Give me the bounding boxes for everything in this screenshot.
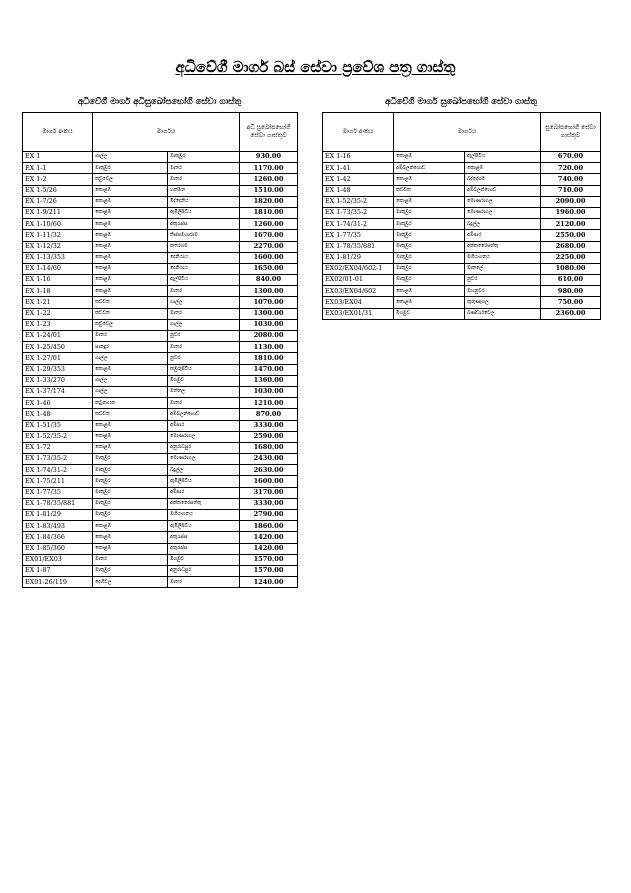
table-row xyxy=(23,565,298,576)
fare-header: සුඛෝපභෝගී සේවා ගාස්තුව xyxy=(541,113,601,152)
route-code-cell: EX 1-52/35-2 xyxy=(323,196,394,207)
origin-cell: කඩවත xyxy=(93,308,168,319)
route-code-cell: EX 1-74/31-2 xyxy=(23,465,93,476)
origin-cell: කඩුවෙල xyxy=(93,319,168,330)
origin-cell: මාකුඹුර xyxy=(93,487,168,498)
destination-cell: මොණරාගල xyxy=(465,196,541,207)
route-code-cell: EX 1-83/493 xyxy=(23,521,93,532)
route-code-cell: EX 1-42 xyxy=(323,174,394,185)
destination-cell: මාතර xyxy=(168,577,240,588)
route-code-cell: EX 1-12/32 xyxy=(23,241,93,252)
fare-cell: 930.00 xyxy=(240,152,298,163)
route-code-cell: EX 1-7/26 xyxy=(23,196,93,207)
fare-cell: 1240.00 xyxy=(240,577,298,588)
fare-cell: 2360.00 xyxy=(541,308,601,319)
table-row xyxy=(23,510,298,521)
destination-cell: ඇඹිලිපිටිය xyxy=(168,476,240,487)
route-code-cell: EX 1-87 xyxy=(23,565,93,576)
table-row xyxy=(23,163,298,174)
origin-cell: කොළඹ xyxy=(93,241,168,252)
destination-cell: කොළඹ xyxy=(465,163,541,174)
route-code-cell: EX 1-72 xyxy=(23,442,93,453)
fare-cell: 2120.00 xyxy=(541,219,601,230)
destination-cell: මීගමුව xyxy=(168,375,240,386)
table-row xyxy=(23,487,298,498)
origin-cell: කොළඹ xyxy=(93,219,168,230)
destination-cell: මීගමුව xyxy=(168,554,240,565)
origin-cell: මාකුඹුර xyxy=(394,241,465,252)
fare-cell: 1170.00 xyxy=(240,163,298,174)
table-row xyxy=(23,342,298,353)
route-code-cell: EX01-26/119 xyxy=(23,577,93,588)
origin-cell: කඩවත xyxy=(93,409,168,420)
origin-cell: කොළඹ xyxy=(93,286,168,297)
fare-cell: 980.00 xyxy=(541,286,601,297)
fare-cell: 1080.00 xyxy=(541,263,601,274)
route-code-cell: EX 1-9/211 xyxy=(23,207,93,218)
route-code-cell: EX 1-77/35 xyxy=(23,487,93,498)
origin-cell: කොළඹ xyxy=(93,442,168,453)
table-row xyxy=(323,196,601,207)
origin-cell: මාකුඹුර xyxy=(93,163,168,174)
origin-cell: කොළඹ xyxy=(93,543,168,554)
fare-cell: 1570.00 xyxy=(240,554,298,565)
route-code-cell: EX 1-16 xyxy=(23,275,93,286)
page-title: අධිවේගී මාර්ග බස් සේවා ප්‍රවේශ පත්‍ර ගාස්තු xyxy=(175,58,456,76)
origin-cell: මාකුඹුර xyxy=(93,454,168,465)
fare-cell: 750.00 xyxy=(541,297,601,308)
origin-cell: ගාල්ල xyxy=(93,375,168,386)
table-row xyxy=(323,286,601,297)
origin-cell: මීගමුව xyxy=(394,308,465,319)
table-row xyxy=(23,230,298,241)
fare-cell: 3170.00 xyxy=(240,487,298,498)
table-row xyxy=(23,319,298,330)
destination-cell: මාතර xyxy=(168,286,240,297)
table-row xyxy=(23,297,298,308)
fare-cell: 1570.00 xyxy=(240,565,298,576)
route-code-cell: EX03/EX01/31 xyxy=(323,308,394,319)
origin-cell: මාතර xyxy=(93,331,168,342)
destination-cell: දෙනියාය xyxy=(168,252,240,263)
route-header: මාර්ගය xyxy=(394,113,541,152)
destination-cell: ඇල්පිටිය xyxy=(465,152,541,163)
table-row xyxy=(323,263,601,274)
route-code-cell: EX 1-33/270 xyxy=(23,375,93,386)
destination-cell: ගාල්ල xyxy=(168,319,240,330)
table-row xyxy=(323,174,601,185)
destination-cell: ගාල්ල xyxy=(168,297,240,308)
table-row xyxy=(23,308,298,319)
table-row xyxy=(23,207,298,218)
destination-cell: මිද්දෙනිය xyxy=(168,196,240,207)
destination-cell: හක්මන xyxy=(168,185,240,196)
route-code-cell: EX 1-78/35/881 xyxy=(323,241,394,252)
origin-cell: මාකුඹුර xyxy=(394,219,465,230)
destination-cell: අම්පාර xyxy=(465,230,541,241)
fare-cell: 2430.00 xyxy=(240,454,298,465)
origin-cell: ගාල්ල xyxy=(93,152,168,163)
route-code-cell: EX 1-24/01 xyxy=(23,331,93,342)
fare-cell: 670.00 xyxy=(541,152,601,163)
route-code-cell: EX 1-23 xyxy=(23,319,93,330)
route-code-cell: EX 1-21 xyxy=(23,297,93,308)
origin-cell: මාකුඹුර xyxy=(394,263,465,274)
route-code-cell: EX 1-48 xyxy=(323,185,394,196)
fare-cell: 870.00 xyxy=(240,409,298,420)
route-code-cell: EX 1-5/26 xyxy=(23,185,93,196)
route-code-cell: EX 1-2 xyxy=(23,174,93,185)
route-code-cell: EX 1-81/29 xyxy=(23,510,93,521)
table-row xyxy=(23,521,298,532)
table-row xyxy=(23,331,298,342)
fare-cell: 2790.00 xyxy=(240,510,298,521)
table-row xyxy=(23,532,298,543)
route-code-cell: EX 1-52/35-2 xyxy=(23,431,93,442)
table-row xyxy=(323,207,601,218)
destination-cell: මොණරාගල xyxy=(465,207,541,218)
destination-cell: මොණරාගල xyxy=(168,431,240,442)
destination-cell: ඇඹිලිපිටිය xyxy=(168,207,240,218)
route-code-cell: EX03/EX04/602 xyxy=(323,286,394,297)
table-row xyxy=(23,409,298,420)
table-row xyxy=(23,431,298,442)
table-row xyxy=(323,163,601,174)
destination-cell: මහනුවර xyxy=(465,286,541,297)
destination-cell: කතරගම xyxy=(168,241,240,252)
origin-cell: කොළඹ xyxy=(93,185,168,196)
table-row xyxy=(323,252,601,263)
fare-cell: 740.00 xyxy=(541,174,601,185)
route-code-cell: EX 1-77/35 xyxy=(323,230,394,241)
header-row xyxy=(323,113,601,152)
route-code-cell: EX 1-14/60 xyxy=(23,263,93,274)
table-row xyxy=(23,386,298,397)
origin-cell: ගාල්ල xyxy=(93,353,168,364)
table-row xyxy=(23,420,298,431)
destination-cell: අකුරැස්ස xyxy=(168,543,240,554)
route-code-cell: EX 1-11/32 xyxy=(23,230,93,241)
origin-cell: කඩුවෙල xyxy=(93,174,168,185)
destination-cell: මාතර xyxy=(168,398,240,409)
fare-cell: 1810.00 xyxy=(240,207,298,218)
fare-cell: 1650.00 xyxy=(240,263,298,274)
route-header: මාර්ගය xyxy=(93,113,240,152)
fare-cell: 2550.00 xyxy=(541,230,601,241)
destination-cell: මහියංගනය xyxy=(465,252,541,263)
table-row xyxy=(323,241,601,252)
origin-cell: කොළඹ xyxy=(394,297,465,308)
route-code-cell: EX 1-10/60 xyxy=(23,219,93,230)
origin-cell: කොළඹ xyxy=(394,196,465,207)
route-code-cell: EX 1-25/450 xyxy=(23,342,93,353)
route-code-cell: EX 1-16 xyxy=(323,152,394,163)
route-code-cell: EX03/EX04 xyxy=(323,297,394,308)
destination-cell: මාතර xyxy=(168,174,240,185)
origin-cell: දෙහිවල xyxy=(93,577,168,588)
route-code-cell: EX 1-22 xyxy=(23,308,93,319)
fare-cell: 1600.00 xyxy=(240,252,298,263)
fare-cell: 3330.00 xyxy=(240,420,298,431)
destination-cell: අක්කරෛපත්තු xyxy=(168,498,240,509)
destination-cell: අම්පාර xyxy=(168,420,240,431)
table-row xyxy=(323,152,601,163)
table-row xyxy=(23,263,298,274)
destination-cell: නුවර xyxy=(168,353,240,364)
destination-cell: අකුරැස්ස xyxy=(168,219,240,230)
fare-cell: 1070.00 xyxy=(240,297,298,308)
destination-cell: මාකුඹුර xyxy=(168,152,240,163)
fare-cell: 1680.00 xyxy=(240,442,298,453)
origin-cell: කඩවත xyxy=(93,297,168,308)
fare-cell: 1300.00 xyxy=(240,286,298,297)
fare-cell: 720.00 xyxy=(541,163,601,174)
origin-cell: කොළඹ xyxy=(93,521,168,532)
table-row xyxy=(323,230,601,241)
table-row xyxy=(23,219,298,230)
route-code-cell: EX 1 xyxy=(23,152,93,163)
route-code-cell: EX 1-29/353 xyxy=(23,364,93,375)
fare-cell: 1470.00 xyxy=(240,364,298,375)
destination-cell: නුවර xyxy=(465,275,541,286)
table-row xyxy=(23,543,298,554)
fare-cell: 2680.00 xyxy=(541,241,601,252)
table-row xyxy=(23,174,298,185)
destination-cell: අම්පාර xyxy=(168,487,240,498)
destination-cell: අකුරැස්ස xyxy=(168,532,240,543)
destination-cell: නුවර xyxy=(168,331,240,342)
fare-cell: 1820.00 xyxy=(240,196,298,207)
table-row xyxy=(23,398,298,409)
super-luxury-fare-table xyxy=(22,112,298,588)
destination-cell: අක්කරෛපත්තු xyxy=(465,241,541,252)
table-row xyxy=(323,219,601,230)
fare-cell: 610.00 xyxy=(541,275,601,286)
origin-cell: අම්බලන්ගොඩ xyxy=(394,163,465,174)
destination-cell: මාතර xyxy=(168,342,240,353)
table-row xyxy=(23,465,298,476)
fare-cell: 1260.00 xyxy=(240,219,298,230)
route-code-cell: EX01/EX03 xyxy=(23,554,93,565)
fare-cell: 3330.00 xyxy=(240,498,298,509)
fare-cell: 710.00 xyxy=(541,185,601,196)
fare-cell: 1860.00 xyxy=(240,521,298,532)
origin-cell: කොළඹ xyxy=(93,230,168,241)
destination-cell: කුරුණෑගල xyxy=(465,297,541,308)
origin-cell: මාකුඹුර xyxy=(394,275,465,286)
fare-cell: 1210.00 xyxy=(240,398,298,409)
fare-cell: 1360.00 xyxy=(240,375,298,386)
destination-cell: මහියංගනය xyxy=(168,510,240,521)
table-row xyxy=(23,554,298,565)
fare-cell: 2590.00 xyxy=(240,431,298,442)
route-code-cell: EX 1-73/35-2 xyxy=(323,207,394,218)
table-row xyxy=(23,196,298,207)
destination-cell: බද්දේගම xyxy=(465,174,541,185)
origin-cell: කොළඹ xyxy=(93,532,168,543)
destination-cell: ඇල්පිටිය xyxy=(168,275,240,286)
fare-cell: 1030.00 xyxy=(240,319,298,330)
fare-cell: 1600.00 xyxy=(240,476,298,487)
table-row xyxy=(23,353,298,364)
table-row xyxy=(23,442,298,453)
origin-cell: මාකුඹුර xyxy=(93,565,168,576)
route-code-cell: EX 1-84/366 xyxy=(23,532,93,543)
fare-cell: 2630.00 xyxy=(240,465,298,476)
fare-cell: 2250.00 xyxy=(541,252,601,263)
route-no-header: මාර්ග අංකය xyxy=(323,113,394,152)
destination-cell: මාතලේ xyxy=(465,263,541,274)
fare-cell: 1300.00 xyxy=(240,308,298,319)
route-code-cell: EX 1-75/211 xyxy=(23,476,93,487)
destination-cell: ඇඹිලිපිටිය xyxy=(168,521,240,532)
destination-cell: අනුරාධපුර xyxy=(168,442,240,453)
header-row xyxy=(23,113,298,152)
destination-cell: බදුල්ල xyxy=(465,219,541,230)
origin-cell: කඩවත xyxy=(394,185,465,196)
route-code-cell: EX 1-18 xyxy=(23,286,93,297)
route-code-cell: EX 1-85/360 xyxy=(23,543,93,554)
fare-cell: 1420.00 xyxy=(240,543,298,554)
destination-cell: මොණරාගල xyxy=(168,454,240,465)
table-row xyxy=(23,476,298,487)
origin-cell: මාකුඹුර xyxy=(93,476,168,487)
destination-cell: බණ්ඩාරවෙල xyxy=(465,308,541,319)
destination-cell: දෙනියාය xyxy=(168,263,240,274)
left-table-title: අධිවේගී මාර්ග අධිසුඛෝපභෝගී සේවා ගාස්තු xyxy=(77,97,242,107)
origin-cell: කොළඹ xyxy=(93,263,168,274)
route-code-cell: EX 1-78/35/881 xyxy=(23,498,93,509)
table-row xyxy=(23,364,298,375)
table-row xyxy=(23,241,298,252)
origin-cell: මාකුඹුර xyxy=(394,252,465,263)
origin-cell: පානදුර xyxy=(93,342,168,353)
route-code-cell: EX 1-81/29 xyxy=(323,252,394,263)
origin-cell: මාතර xyxy=(93,554,168,565)
route-code-cell: EX02/EX04/602-1 xyxy=(323,263,394,274)
destination-cell: මාතර xyxy=(168,308,240,319)
origin-cell: මාකුඹුර xyxy=(394,207,465,218)
table-row xyxy=(323,185,601,196)
fare-cell: 1030.00 xyxy=(240,386,298,397)
origin-cell: කොළඹ xyxy=(93,207,168,218)
route-code-cell: EX 1-73/35-2 xyxy=(23,454,93,465)
route-code-cell: EX 1-1 xyxy=(23,163,93,174)
luxury-fare-table xyxy=(322,112,601,320)
destination-cell: අම්බලන්ගොඩ xyxy=(465,185,541,196)
route-code-cell: EX 1-27/01 xyxy=(23,353,93,364)
origin-cell: මාකුඹුර xyxy=(93,465,168,476)
table-row xyxy=(23,286,298,297)
fare-cell: 2090.00 xyxy=(541,196,601,207)
origin-cell: කොළඹ xyxy=(93,196,168,207)
route-code-cell: EX02/01-01 xyxy=(323,275,394,286)
fare-cell: 840.00 xyxy=(240,275,298,286)
fare-cell: 1960.00 xyxy=(541,207,601,218)
origin-cell: කොළඹ xyxy=(93,252,168,263)
table-row xyxy=(23,498,298,509)
destination-cell: අනුරාධපුර xyxy=(168,565,240,576)
origin-cell: මාකුඹුර xyxy=(93,498,168,509)
fare-cell: 1670.00 xyxy=(240,230,298,241)
table-row xyxy=(23,185,298,196)
fare-cell: 1510.00 xyxy=(240,185,298,196)
origin-cell: කොළඹ xyxy=(93,431,168,442)
origin-cell: කොළඹ xyxy=(93,364,168,375)
destination-cell: මත්තල xyxy=(168,386,240,397)
table-row xyxy=(323,297,601,308)
origin-cell: කොළඹ xyxy=(93,420,168,431)
origin-cell: මාකුඹුර xyxy=(93,510,168,521)
destination-cell: මාතර xyxy=(168,163,240,174)
route-no-header: මාර්ග අංකය xyxy=(23,113,93,152)
table-row xyxy=(23,454,298,465)
origin-cell: කොළඹ xyxy=(394,286,465,297)
table-row xyxy=(23,275,298,286)
origin-cell: කොළඹ xyxy=(93,275,168,286)
fare-cell: 1810.00 xyxy=(240,353,298,364)
right-table-title: අධිවේගී මාර්ග සුඛෝපභෝගී සේවා ගාස්තු xyxy=(384,97,538,107)
origin-cell: මාකුඹුර xyxy=(394,230,465,241)
origin-cell: කොළඹ xyxy=(394,174,465,185)
destination-cell: කඹුරුපිටිය xyxy=(168,364,240,375)
fare-cell: 1420.00 xyxy=(240,532,298,543)
table-row xyxy=(23,152,298,163)
route-code-cell: EX 1-51/35 xyxy=(23,420,93,431)
destination-cell: අම්බලන්ගොඩ xyxy=(168,409,240,420)
destination-cell: බදුල්ල xyxy=(168,465,240,476)
table-row xyxy=(23,577,298,588)
route-code-cell: EX 1-37/174 xyxy=(23,386,93,397)
fare-cell: 2080.00 xyxy=(240,331,298,342)
table-row xyxy=(23,375,298,386)
origin-cell: ගාල්ල xyxy=(93,386,168,397)
route-code-cell: EX 1-46 xyxy=(23,398,93,409)
route-code-cell: EX 1-74/31-2 xyxy=(323,219,394,230)
route-code-cell: EX 1-48 xyxy=(23,409,93,420)
route-code-cell: EX 1-13/353 xyxy=(23,252,93,263)
table-row xyxy=(23,252,298,263)
origin-cell: කටුනායක xyxy=(93,398,168,409)
fare-cell: 1260.00 xyxy=(240,174,298,185)
origin-cell: කොළඹ xyxy=(394,152,465,163)
fare-header: අධි සුඛෝපභෝගී සේවා ගාස්තුව xyxy=(240,113,298,152)
destination-cell: තිස්සමහාරාම xyxy=(168,230,240,241)
fare-cell: 2270.00 xyxy=(240,241,298,252)
route-code-cell: EX 1-41 xyxy=(323,163,394,174)
table-row xyxy=(323,308,601,319)
table-row xyxy=(323,275,601,286)
fare-cell: 1130.00 xyxy=(240,342,298,353)
